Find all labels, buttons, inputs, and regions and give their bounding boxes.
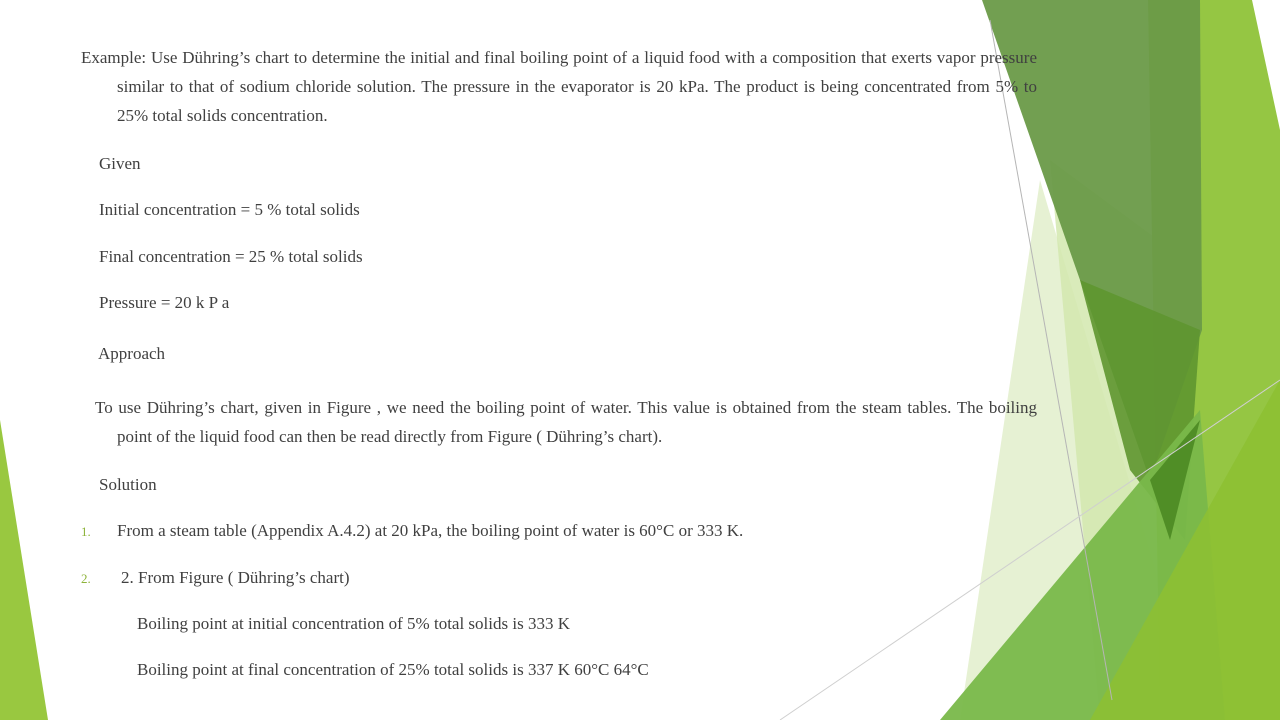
given-final-concentration: Final concentration = 25 % total solids <box>99 247 363 266</box>
approach-paragraph: To use Dühring’s chart, given in Figure , we need the boiling point of water. This value is obtained from the steam tables. The boiling point of the liquid food can then be read directly from Figure ( Dühring’s chart). <box>95 398 1037 446</box>
step-2-number: 2. <box>81 571 91 586</box>
example-paragraph: Example: Use Dühring’s chart to determine the initial and final boiling point of a liquid food with a composition that exerts vapor pressure similar to that of sodium chloride solution. The pressure in the evaporator is 20 kPa. The product is being concentrated from 5% to 25% total solids concentration. <box>81 48 1037 125</box>
given-pressure: Pressure = 20 k P a <box>99 293 230 312</box>
solution-heading: Solution <box>99 475 157 494</box>
step-1-number: 1. <box>81 524 91 539</box>
step-1-text: From a steam table (Appendix A.4.2) at 20 kPa, the boiling point of water is 60°C or 333 K. <box>117 521 744 540</box>
given-heading: Given <box>99 154 141 173</box>
given-initial-concentration: Initial concentration = 5 % total solids <box>99 200 360 219</box>
result-initial-boiling-point: Boiling point at initial concentration of 5% total solids is 333 K <box>137 614 570 633</box>
step-2-text: 2. From Figure ( Dühring’s chart) <box>121 568 350 587</box>
approach-heading: Approach <box>98 344 166 363</box>
result-final-boiling-point: Boiling point at final concentration of 25% total solids is 337 K 60°C 64°C <box>137 660 649 679</box>
